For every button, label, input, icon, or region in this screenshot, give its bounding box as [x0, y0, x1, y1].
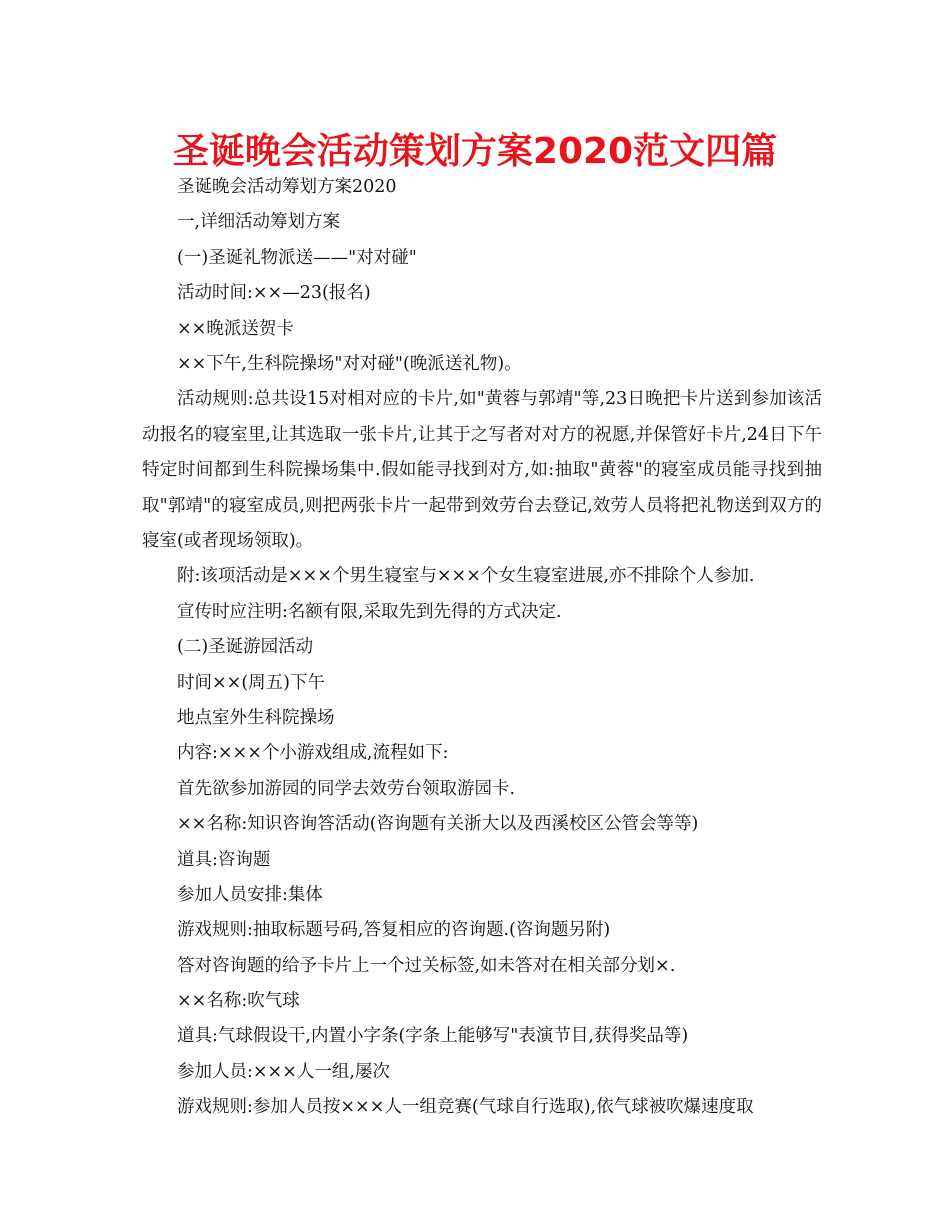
paragraph: 圣诞晚会活动筹划方案2020	[177, 177, 397, 197]
paragraph: 内容:×××个小游戏组成,流程如下:	[177, 743, 449, 764]
paragraph: 宣传时应注明:名额有限,采取先到先得的方式决定.	[177, 601, 562, 622]
paragraph: 参加人员:×××人一组,屡次	[177, 1061, 390, 1082]
paragraph: 时间××(周五)下午	[177, 672, 325, 693]
paragraph: 道具:咨询题	[177, 849, 271, 870]
paragraph: ××名称:吹气球	[177, 991, 300, 1012]
document-body	[142, 170, 822, 1126]
paragraph: 答对咨询题的给予卡片上一个过关标签,如未答对在相关部分划×.	[177, 955, 676, 976]
paragraph: 活动规则:总共设15对相对应的卡片,如"黄蓉与郭靖"等,23日晚把卡片送到参加该活动报名的寝室里,让其选取一张卡片,让其于之写者对对方的祝愿,并保管好卡片,24日下午特定时间都到生科院操场集中.假如能寻找到对方,如:抽取"黄蓉"的寝室成员能寻找到抽取"郭靖"的寝室成员,则把两张卡片一起带到效劳台去登记,效劳人员将把礼物送到双方的寝室(或者现场领取)。	[142, 389, 822, 551]
paragraph: 活动时间:××—23(报名)	[177, 283, 371, 304]
paragraph: 地点室外生科院操场	[177, 707, 335, 728]
paragraph: ××下午,生科院操场"对对碰"(晚派送礼物)。	[177, 353, 522, 374]
paragraph: ××晚派送贺卡	[177, 318, 294, 339]
paragraph: 首先欲参加游园的同学去效劳台领取游园卡.	[177, 778, 516, 799]
paragraph: 参加人员安排:集体	[177, 884, 323, 905]
paragraph: 附:该项活动是×××个男生寝室与×××个女生寝室进展,亦不排除个人参加.	[177, 566, 755, 587]
paragraph: 游戏规则:参加人员按×××人一组竞赛(气球自行选取),依气球被吹爆速度取	[177, 1097, 754, 1118]
document-title: 圣诞晚会活动策划方案2020范文四篇	[172, 131, 778, 172]
paragraph: (二)圣诞游园活动	[177, 637, 314, 658]
paragraph: ××名称:知识咨询答活动(咨询题有关浙大以及西溪校区公管会等等)	[177, 814, 699, 835]
paragraph: 道具:气球假设干,内置小字条(字条上能够写"表演节目,获得奖品等)	[177, 1026, 689, 1047]
paragraph: 一,详细活动筹划方案	[177, 212, 341, 233]
paragraph: 游戏规则:抽取标题号码,答复相应的咨询题.(咨询题另附)	[177, 920, 611, 941]
paragraph: (一)圣诞礼物派送——"对对碰"	[177, 247, 417, 268]
